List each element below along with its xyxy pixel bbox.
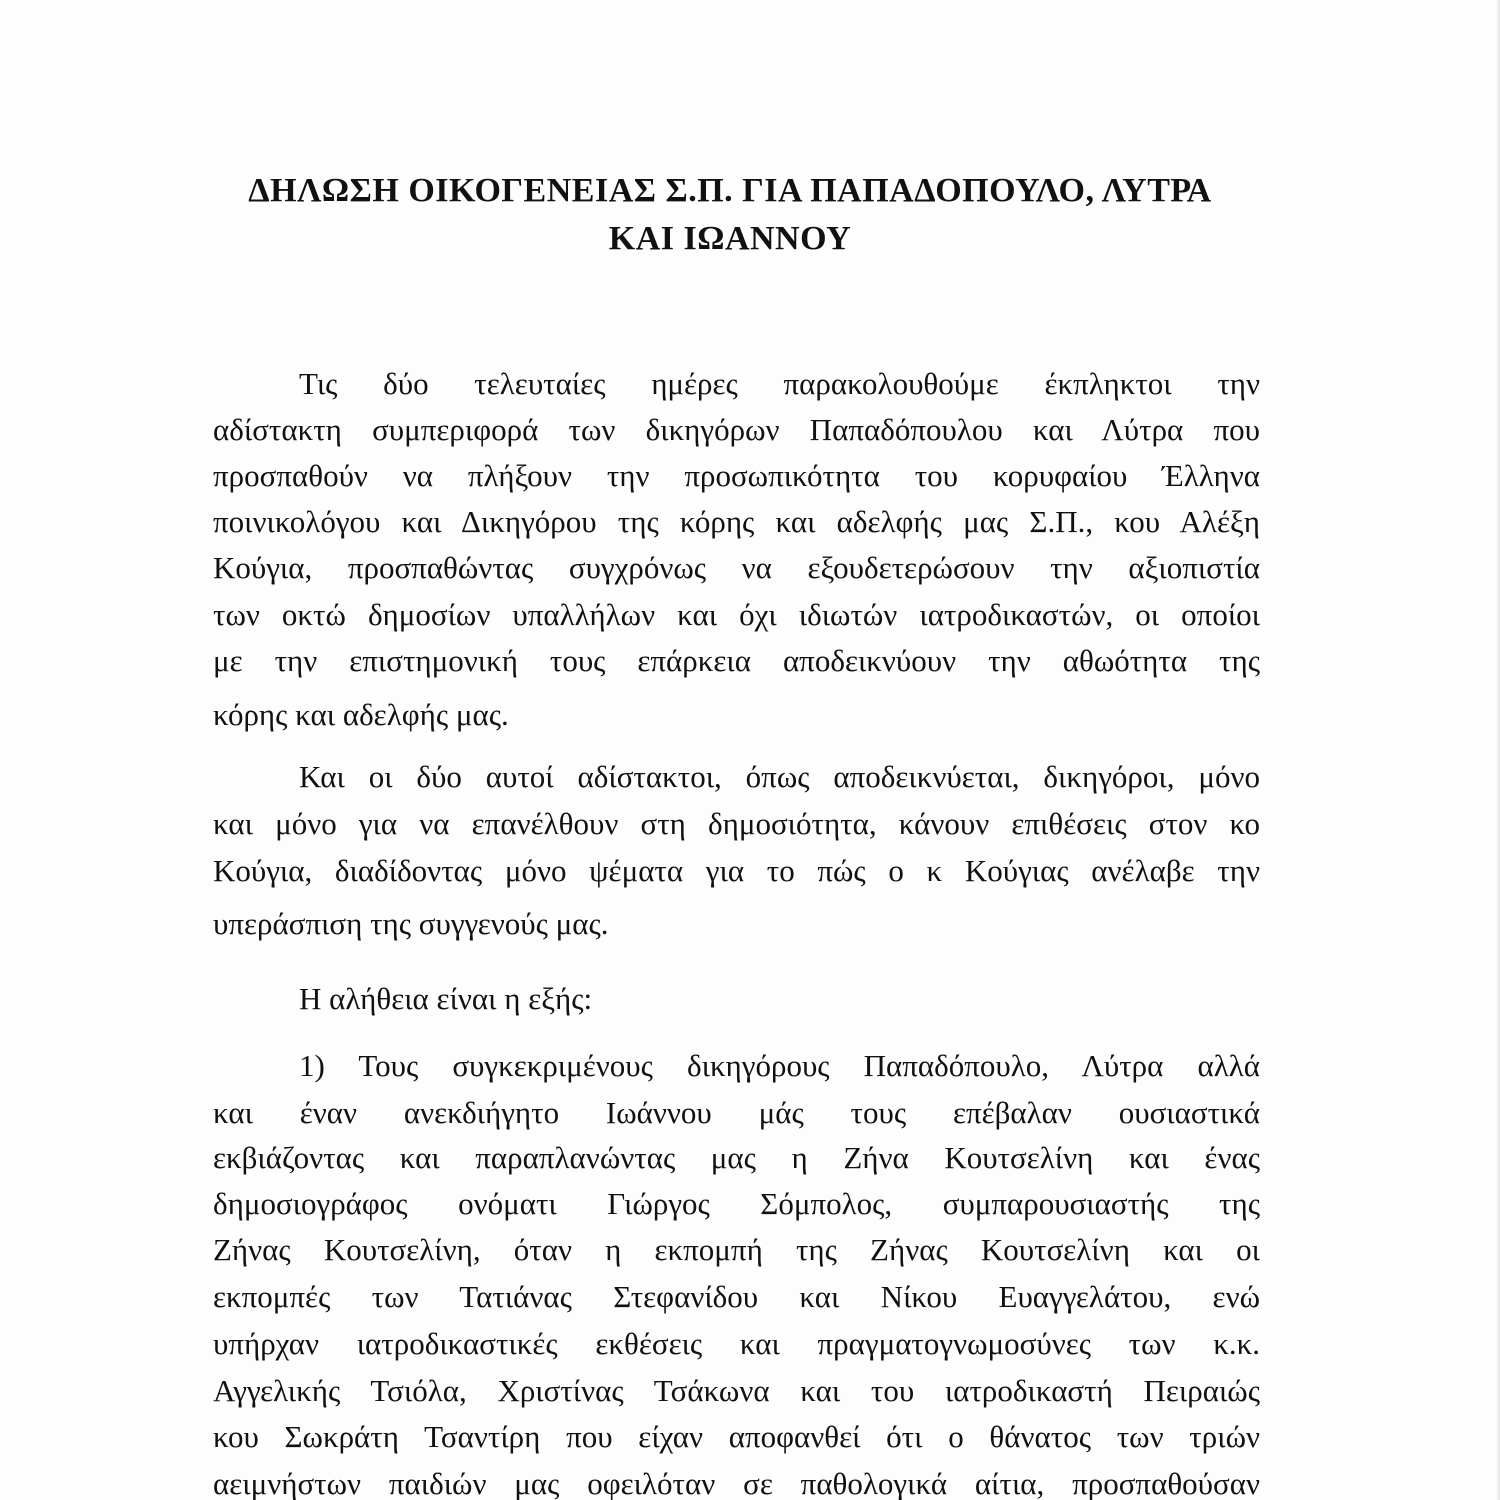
paragraph-1-line-7: με την επιστημονική τους επάρκεια αποδεικνύουν την αθωότητα της [213, 643, 1260, 678]
paragraph-1-line-1: Τις δύο τελευταίες ημέρες παρακολουθούμε έκπληκτοι την [299, 366, 1260, 401]
paragraph-1-line-4: ποινικολόγου και Δικηγόρου της κόρης και αδελφής μας Σ.Π., κου Αλέξη [213, 504, 1260, 539]
paragraph-1-line-8: κόρης και αδελφής μας. [213, 697, 509, 732]
paragraph-2-line-4: υπεράσπιση της συγγενούς μας. [213, 906, 609, 941]
paragraph-4-line-3: εκβιάζοντας και παραπλανώντας μας η Ζήνα Κουτσελίνη και ένας [213, 1140, 1260, 1175]
paragraph-4-line-9: κου Σωκράτη Τσαντίρη που είχαν αποφανθεί ότι ο θάνατος των τριών [213, 1419, 1260, 1454]
document-title-line-1: ΔΗΛΩΣΗ ΟΙΚΟΓΕΝΕΙΑΣ Σ.Π. ΓΙΑ ΠΑΠΑΔΟΠΟΥΛΟ, ΛΥΤΡΑ [248, 172, 1212, 209]
paragraph-4-line-7: υπήρχαν ιατροδικαστικές εκθέσεις και πραγματογνωμοσύνες των κ.κ. [213, 1326, 1260, 1361]
paragraph-2-line-1: Και οι δύο αυτοί αδίστακτοι, όπως αποδεικνύεται, δικηγόροι, μόνο [299, 759, 1260, 794]
paragraph-1-line-6: των οκτώ δημοσίων υπαλλήλων και όχι ιδιωτών ιατροδικαστών, οι οποίοι [213, 597, 1260, 632]
paragraph-4-line-1: 1) Τους συγκεκριμένους δικηγόρους Παπαδόπουλο, Λύτρα αλλά [299, 1048, 1260, 1083]
paragraph-4-line-10: αειμνήστων παιδιών μας οφειλόταν σε παθολογικά αίτια, προσπαθούσαν [213, 1466, 1260, 1500]
paragraph-4-line-4: δημοσιογράφος ονόματι Γιώργος Σόμπολος, συμπαρουσιαστής της [213, 1186, 1260, 1221]
paragraph-4-line-2: και έναν ανεκδιήγητο Ιωάννου μάς τους επέβαλαν ουσιαστικά [213, 1095, 1260, 1130]
paragraph-2-line-3: Κούγια, διαδίδοντας μόνο ψέματα για το πώς ο κ Κούγιας ανέλαβε την [213, 853, 1260, 888]
paragraph-3-line-1: Η αλήθεια είναι η εξής: [299, 981, 593, 1016]
paragraph-1-line-2: αδίστακτη συμπεριφορά των δικηγόρων Παπαδόπουλου και Λύτρα που [213, 412, 1260, 447]
paragraph-2-line-2: και μόνο για να επανέλθουν στη δημοσιότητα, κάνουν επιθέσεις στον κο [213, 806, 1260, 841]
document-title-line-2: ΚΑΙ ΙΩΑΝΝΟΥ [608, 220, 852, 257]
paragraph-4-line-5: Ζήνας Κουτσελίνη, όταν η εκπομπή της Ζήνας Κουτσελίνη και οι [213, 1232, 1260, 1267]
paragraph-1-line-3: προσπαθούν να πλήξουν την προσωπικότητα του κορυφαίου Έλληνα [213, 458, 1260, 493]
paragraph-1-line-5: Κούγια, προσπαθώντας συγχρόνως να εξουδετερώσουν την αξιοπιστία [213, 550, 1260, 585]
paragraph-4-line-8: Αγγελικής Τσιόλα, Χριστίνας Τσάκωνα και του ιατροδικαστή Πειραιώς [213, 1373, 1260, 1408]
paragraph-4-line-6: εκπομπές των Τατιάνας Στεφανίδου και Νίκου Ευαγγελάτου, ενώ [213, 1279, 1260, 1314]
